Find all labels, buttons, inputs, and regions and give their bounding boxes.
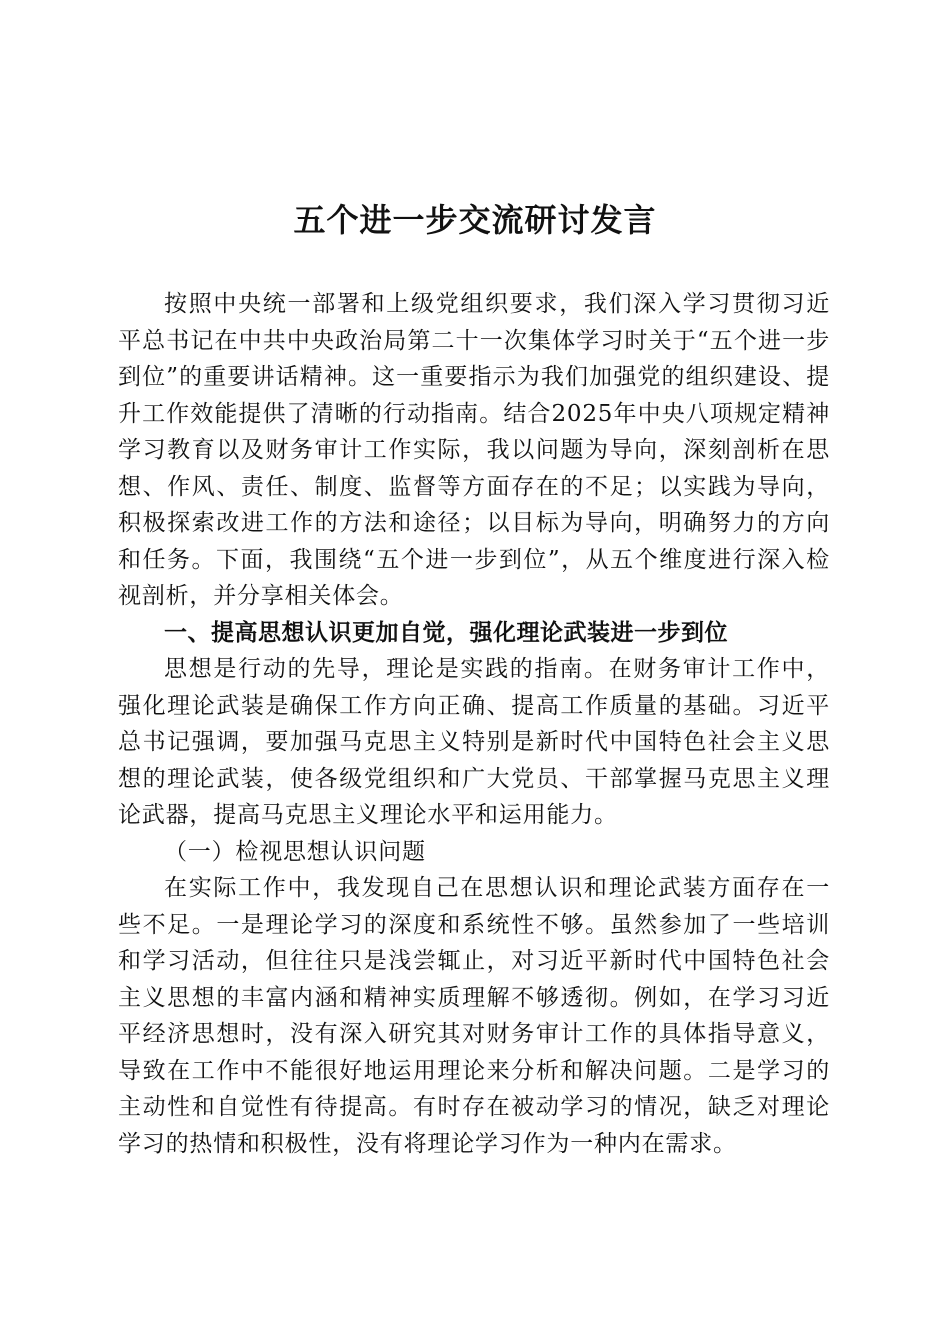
subsection-heading: （一）检视思想认识问题 (164, 838, 426, 865)
subsection-paragraph: 在实际工作中，我发现自己在思想认识和理论武装方面存在一些不足。一是理论学习的深度和系统性不够。虽然参加了一些培训和学习活动，但往往只是浅尝辄止，对习近平新时代中国特色社会主义思想的丰富内涵和精神实质理解不够透彻。例如，在学习习近平经济思想时，没有深入研究其对财务审计工作的具体指导意义，导致在工作中不能很好地运用理论来分析和解决问题。二是学习的主动性和自觉性有待提高。有时存在被动学习的情况，缺乏对理论学习的热情和积极性，没有将理论学习作为一种内在需求。 (118, 875, 830, 1157)
document-title: 五个进一步交流研讨发言 (293, 201, 657, 239)
section-paragraph: 思想是行动的先导，理论是实践的指南。在财务审计工作中，强化理论武装是确保工作方向正确、提高工作质量的基础。习近平总书记强调，要加强马克思主义特别是新时代中国特色社会主义思想的理论武装，使各级党组织和广大党员、干部掌握马克思主义理论武器，提高马克思主义理论水平和运用能力。 (118, 656, 830, 828)
intro-paragraph: 按照中央统一部署和上级党组织要求，我们深入学习贯彻习近平总书记在中共中央政治局第二十一次集体学习时关于“五个进一步到位”的重要讲话精神。这一重要指示为我们加强党的组织建设、提升工作效能提供了清晰的行动指南。结合2025年中央八项规定精神学习教育以及财务审计工作实际，我以问题为导向，深刻剖析在思想、作风、责任、制度、监督等方面存在的不足；以实践为导向，积极探索改进工作的方法和途径；以目标为导向，明确努力的方向和任务。下面，我围绕“五个进一步到位”，从五个维度进行深入检视剖析，并分享相关体会。 (118, 291, 830, 609)
document-body (118, 286, 830, 1162)
section-heading: 一、提高思想认识更加自觉，强化理论武装进一步到位 (164, 618, 728, 646)
